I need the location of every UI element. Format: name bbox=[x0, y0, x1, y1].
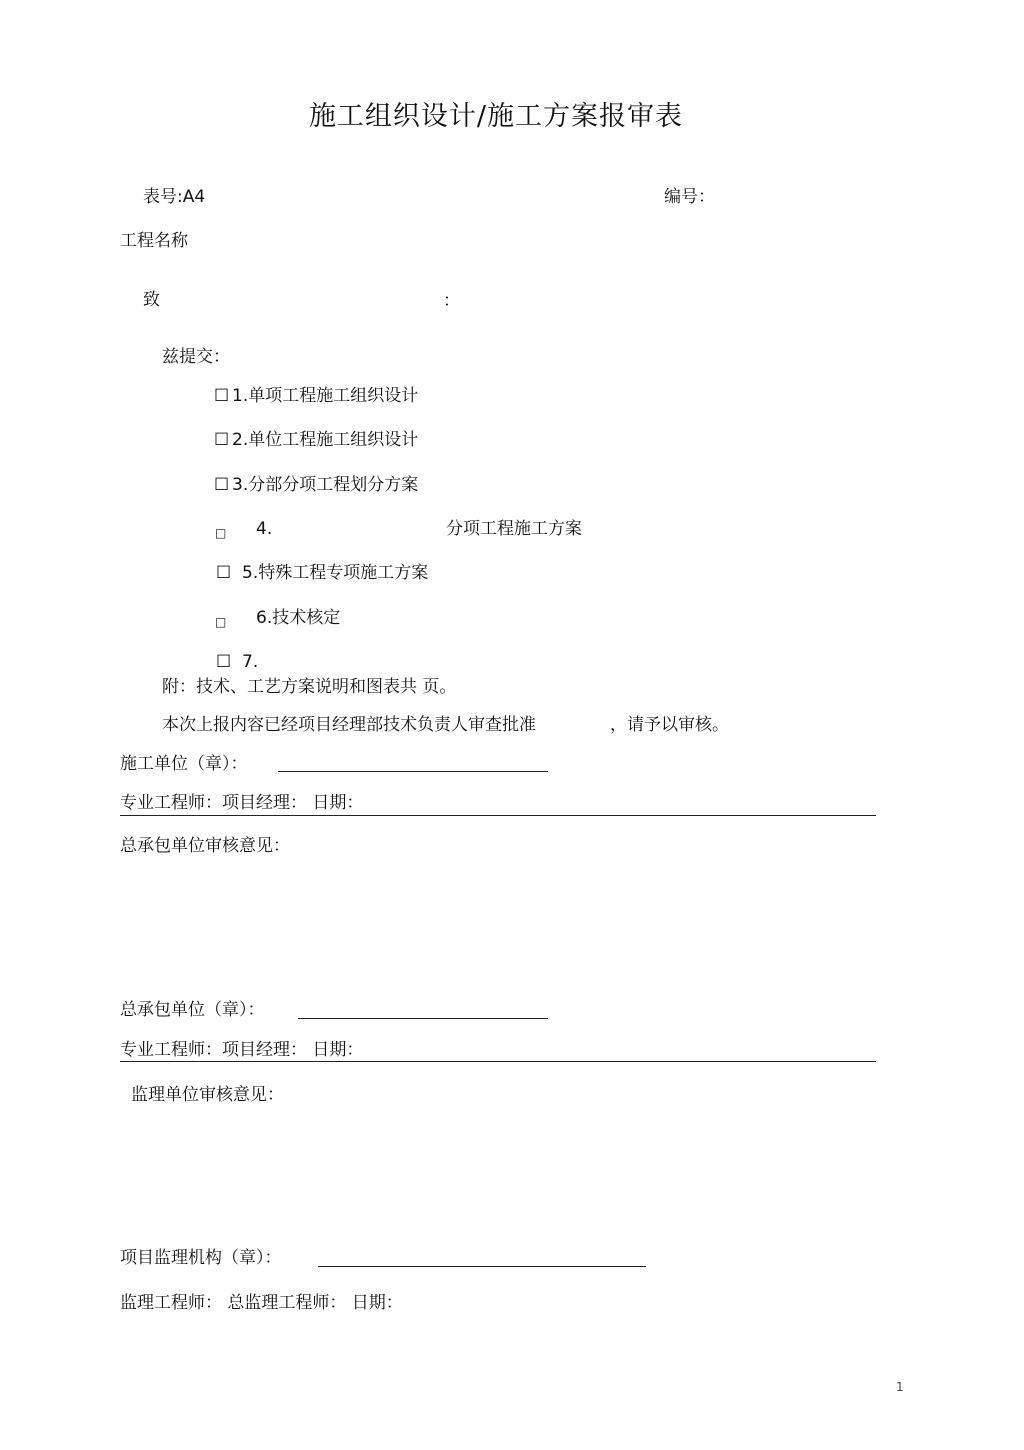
addressee-colon: ： bbox=[443, 291, 460, 311]
contractor-seal-label: 施工单位（章）： bbox=[120, 754, 248, 774]
general-contractor-signature-line: 专业工程师：项目经理： 日期： bbox=[120, 1040, 364, 1060]
option-4-label: 分项工程施工方案 bbox=[446, 519, 582, 539]
project-name-label: 工程名称 bbox=[120, 231, 188, 251]
option-2-label: 2.单位工程施工组织设计 bbox=[232, 430, 419, 450]
supervisor-seal-label: 项目监理机构（章）： bbox=[120, 1248, 282, 1268]
checkbox-4[interactable]: □ bbox=[215, 526, 227, 540]
general-contractor-seal-label: 总承包单位（章）： bbox=[120, 1000, 265, 1020]
declaration-text: 本次上报内容已经项目经理部技术负责人审查批准 bbox=[162, 715, 536, 735]
checkbox-1[interactable]: ☐ bbox=[214, 386, 230, 406]
section-divider-2 bbox=[120, 1061, 876, 1062]
section-divider-1 bbox=[120, 815, 876, 816]
option-3-label: 3.分部分项工程划分方案 bbox=[232, 475, 419, 495]
supervisor-seal-underline bbox=[318, 1266, 646, 1267]
checkbox-7[interactable]: ☐ bbox=[216, 652, 232, 672]
option-5-label: 5.特殊工程专项施工方案 bbox=[242, 563, 429, 583]
form-title: 施工组织设计/施工方案报审表 bbox=[308, 101, 684, 132]
serial-number-label: 编号： bbox=[664, 187, 715, 207]
option-7-label: 7. bbox=[242, 652, 259, 672]
supervisor-signature-line: 监理工程师： 总监理工程师： 日期： bbox=[120, 1293, 403, 1313]
checkbox-2[interactable]: ☐ bbox=[214, 430, 230, 450]
option-4-number: 4. bbox=[256, 519, 273, 539]
contractor-seal-underline bbox=[278, 771, 548, 772]
checkbox-5[interactable]: ☐ bbox=[216, 563, 232, 583]
form-number-label: 表号:A4 bbox=[143, 187, 206, 207]
page-number: 1 bbox=[896, 1380, 904, 1394]
addressee-label: 致 bbox=[143, 290, 160, 310]
attachment-note: 附：技术、工艺方案说明和图表共 页。 bbox=[162, 677, 457, 697]
declaration-request: ，请予以审核。 bbox=[610, 715, 729, 735]
contractor-signature-line: 专业工程师：项目经理： 日期： bbox=[120, 793, 364, 813]
checkbox-3[interactable]: ☐ bbox=[214, 475, 230, 495]
supervisor-opinion-label: 监理单位审核意见： bbox=[131, 1085, 284, 1105]
option-6-label: 6.技术核定 bbox=[256, 608, 341, 628]
option-1-label: 1.单项工程施工组织设计 bbox=[232, 386, 419, 406]
general-contractor-opinion-label: 总承包单位审核意见： bbox=[120, 836, 290, 856]
checkbox-6[interactable]: □ bbox=[215, 615, 227, 629]
submit-intro: 兹提交： bbox=[162, 347, 230, 367]
general-contractor-seal-underline bbox=[298, 1018, 548, 1019]
